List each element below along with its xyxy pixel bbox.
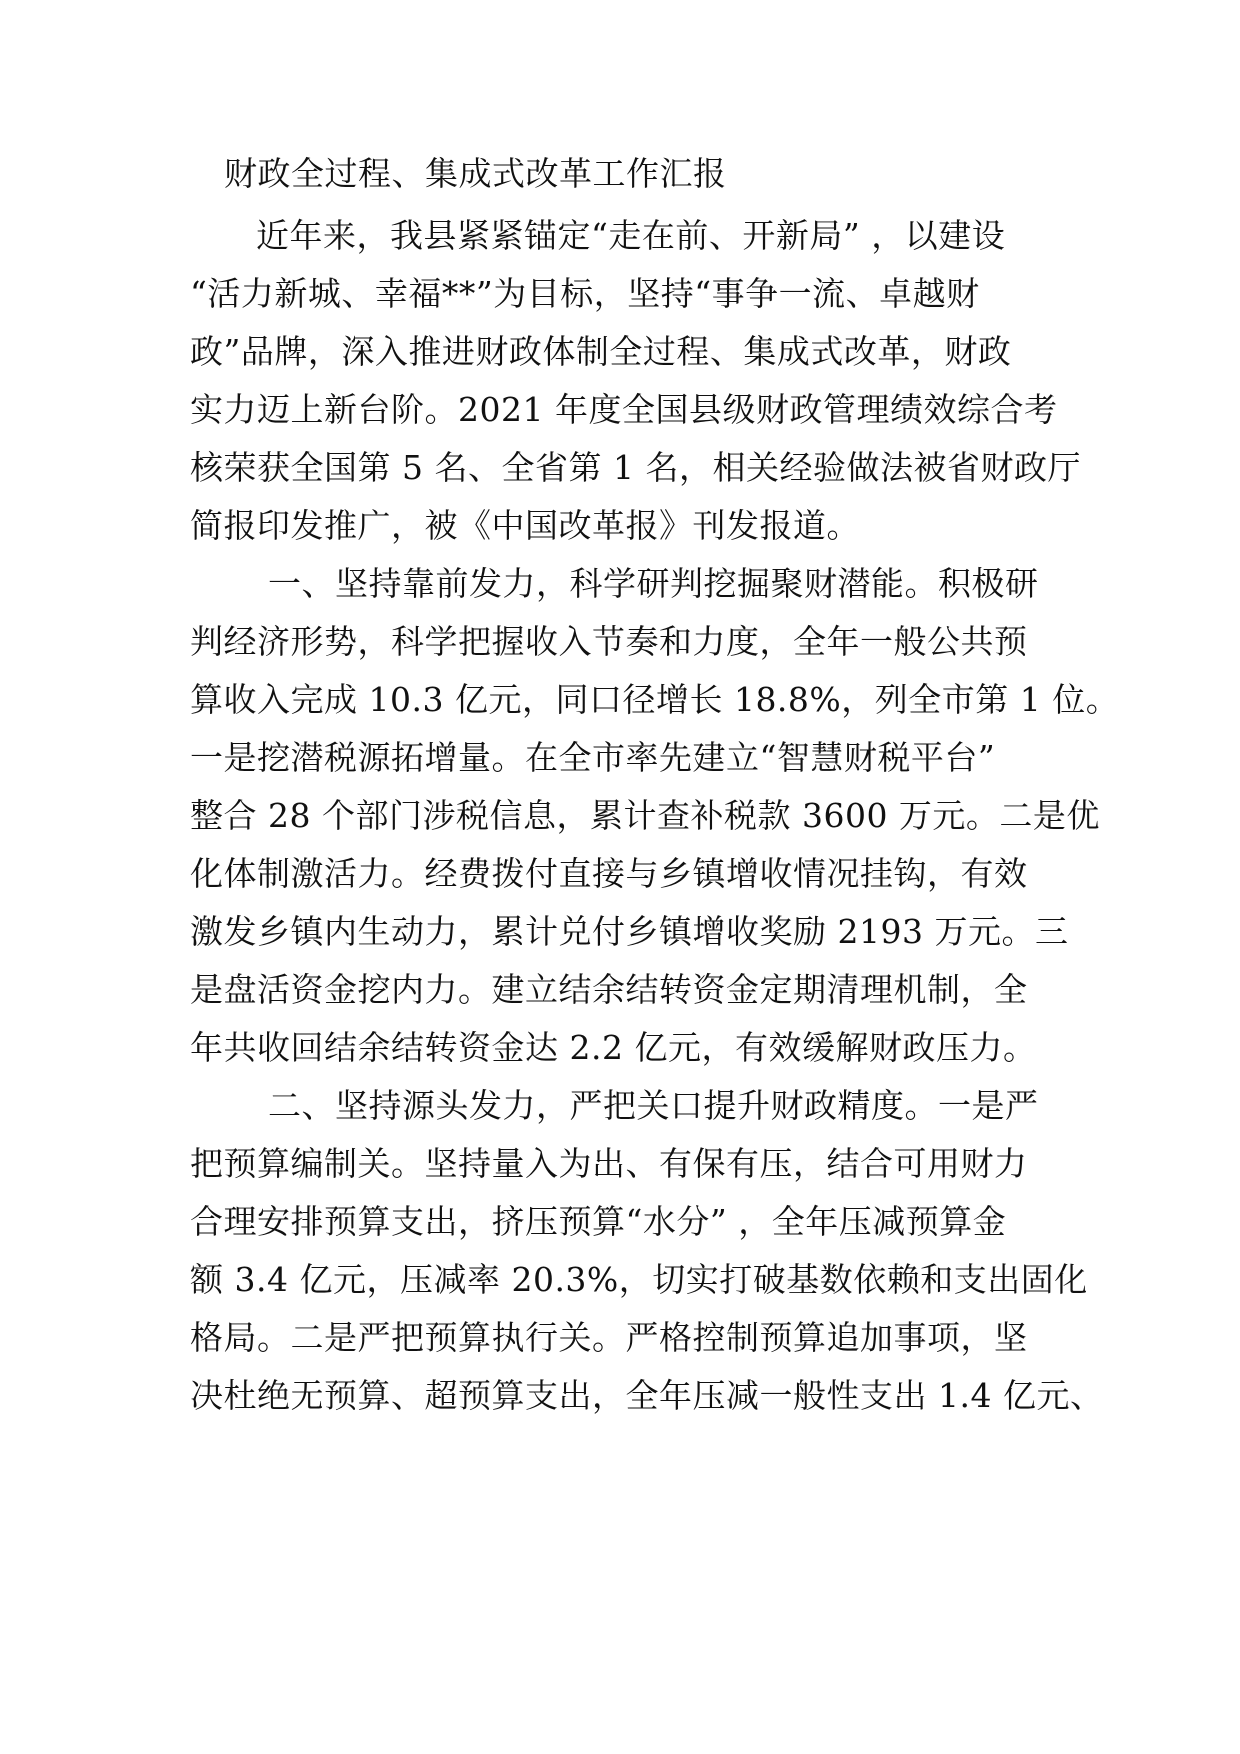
paragraph-line: 算收入完成 10.3 亿元，同口径增长 18.8%，列全市第 1 位。 <box>190 680 1120 719</box>
paragraph-line: 决杜绝无预算、超预算支出，全年压减一般性支出 1.4 亿元、 <box>190 1376 1104 1415</box>
paragraph-line: 年共收回结余结转资金达 2.2 亿元，有效缓解财政压力。 <box>190 1028 1037 1067</box>
paragraph-line: 近年来，我县紧紧锚定“走在前、开新局” ，以建设 <box>256 216 1006 255</box>
paragraph-line: 把预算编制关。坚持量入为出、有保有压，结合可用财力 <box>190 1144 1028 1183</box>
paragraph-line: 一是挖潜税源拓增量。在全市率先建立“智慧财税平台” <box>190 738 996 777</box>
paragraph-line: 政”品牌，深入推进财政体制全过程、集成式改革，财政 <box>190 332 1012 371</box>
paragraph-line: 合理安排预算支出，挤压预算“水分” ，全年压减预算金 <box>190 1202 1007 1241</box>
paragraph-line: 实力迈上新台阶。2021 年度全国县级财政管理绩效综合考 <box>190 390 1058 429</box>
paragraph-line: 整合 28 个部门涉税信息，累计查补税款 3600 万元。二是优 <box>190 796 1100 835</box>
paragraph-line: 额 3.4 亿元，压减率 20.3%，切实打破基数依赖和支出固化 <box>190 1260 1088 1299</box>
paragraph-line: 格局。二是严把预算执行关。严格控制预算追加事项，坚 <box>190 1318 1028 1357</box>
paragraph-line: 判经济形势，科学把握收入节奏和力度，全年一般公共预 <box>190 622 1028 661</box>
paragraph-line: 化体制激活力。经费拨付直接与乡镇增收情况挂钩，有效 <box>190 854 1028 893</box>
paragraph-line: 是盘活资金挖内力。建立结余结转资金定期清理机制，全 <box>190 970 1028 1009</box>
paragraph-line: 激发乡镇内生动力，累计兑付乡镇增收奖励 2193 万元。三 <box>190 912 1069 951</box>
paragraph-line: 核荣获全国第 5 名、全省第 1 名，相关经验做法被省财政厅 <box>190 448 1081 487</box>
document-title: 财政全过程、集成式改革工作汇报 <box>224 154 727 193</box>
paragraph-line: 简报印发推广，被《中国改革报》刊发报道。 <box>190 506 860 545</box>
section-heading-line: 二、坚持源头发力，严把关口提升财政精度。一是严 <box>268 1086 1039 1125</box>
section-heading-line: 一、坚持靠前发力，科学研判挖掘聚财潜能。积极研 <box>268 564 1039 603</box>
paragraph-line: “活力新城、幸福**”为目标，坚持“事争一流、卓越财 <box>190 274 980 313</box>
